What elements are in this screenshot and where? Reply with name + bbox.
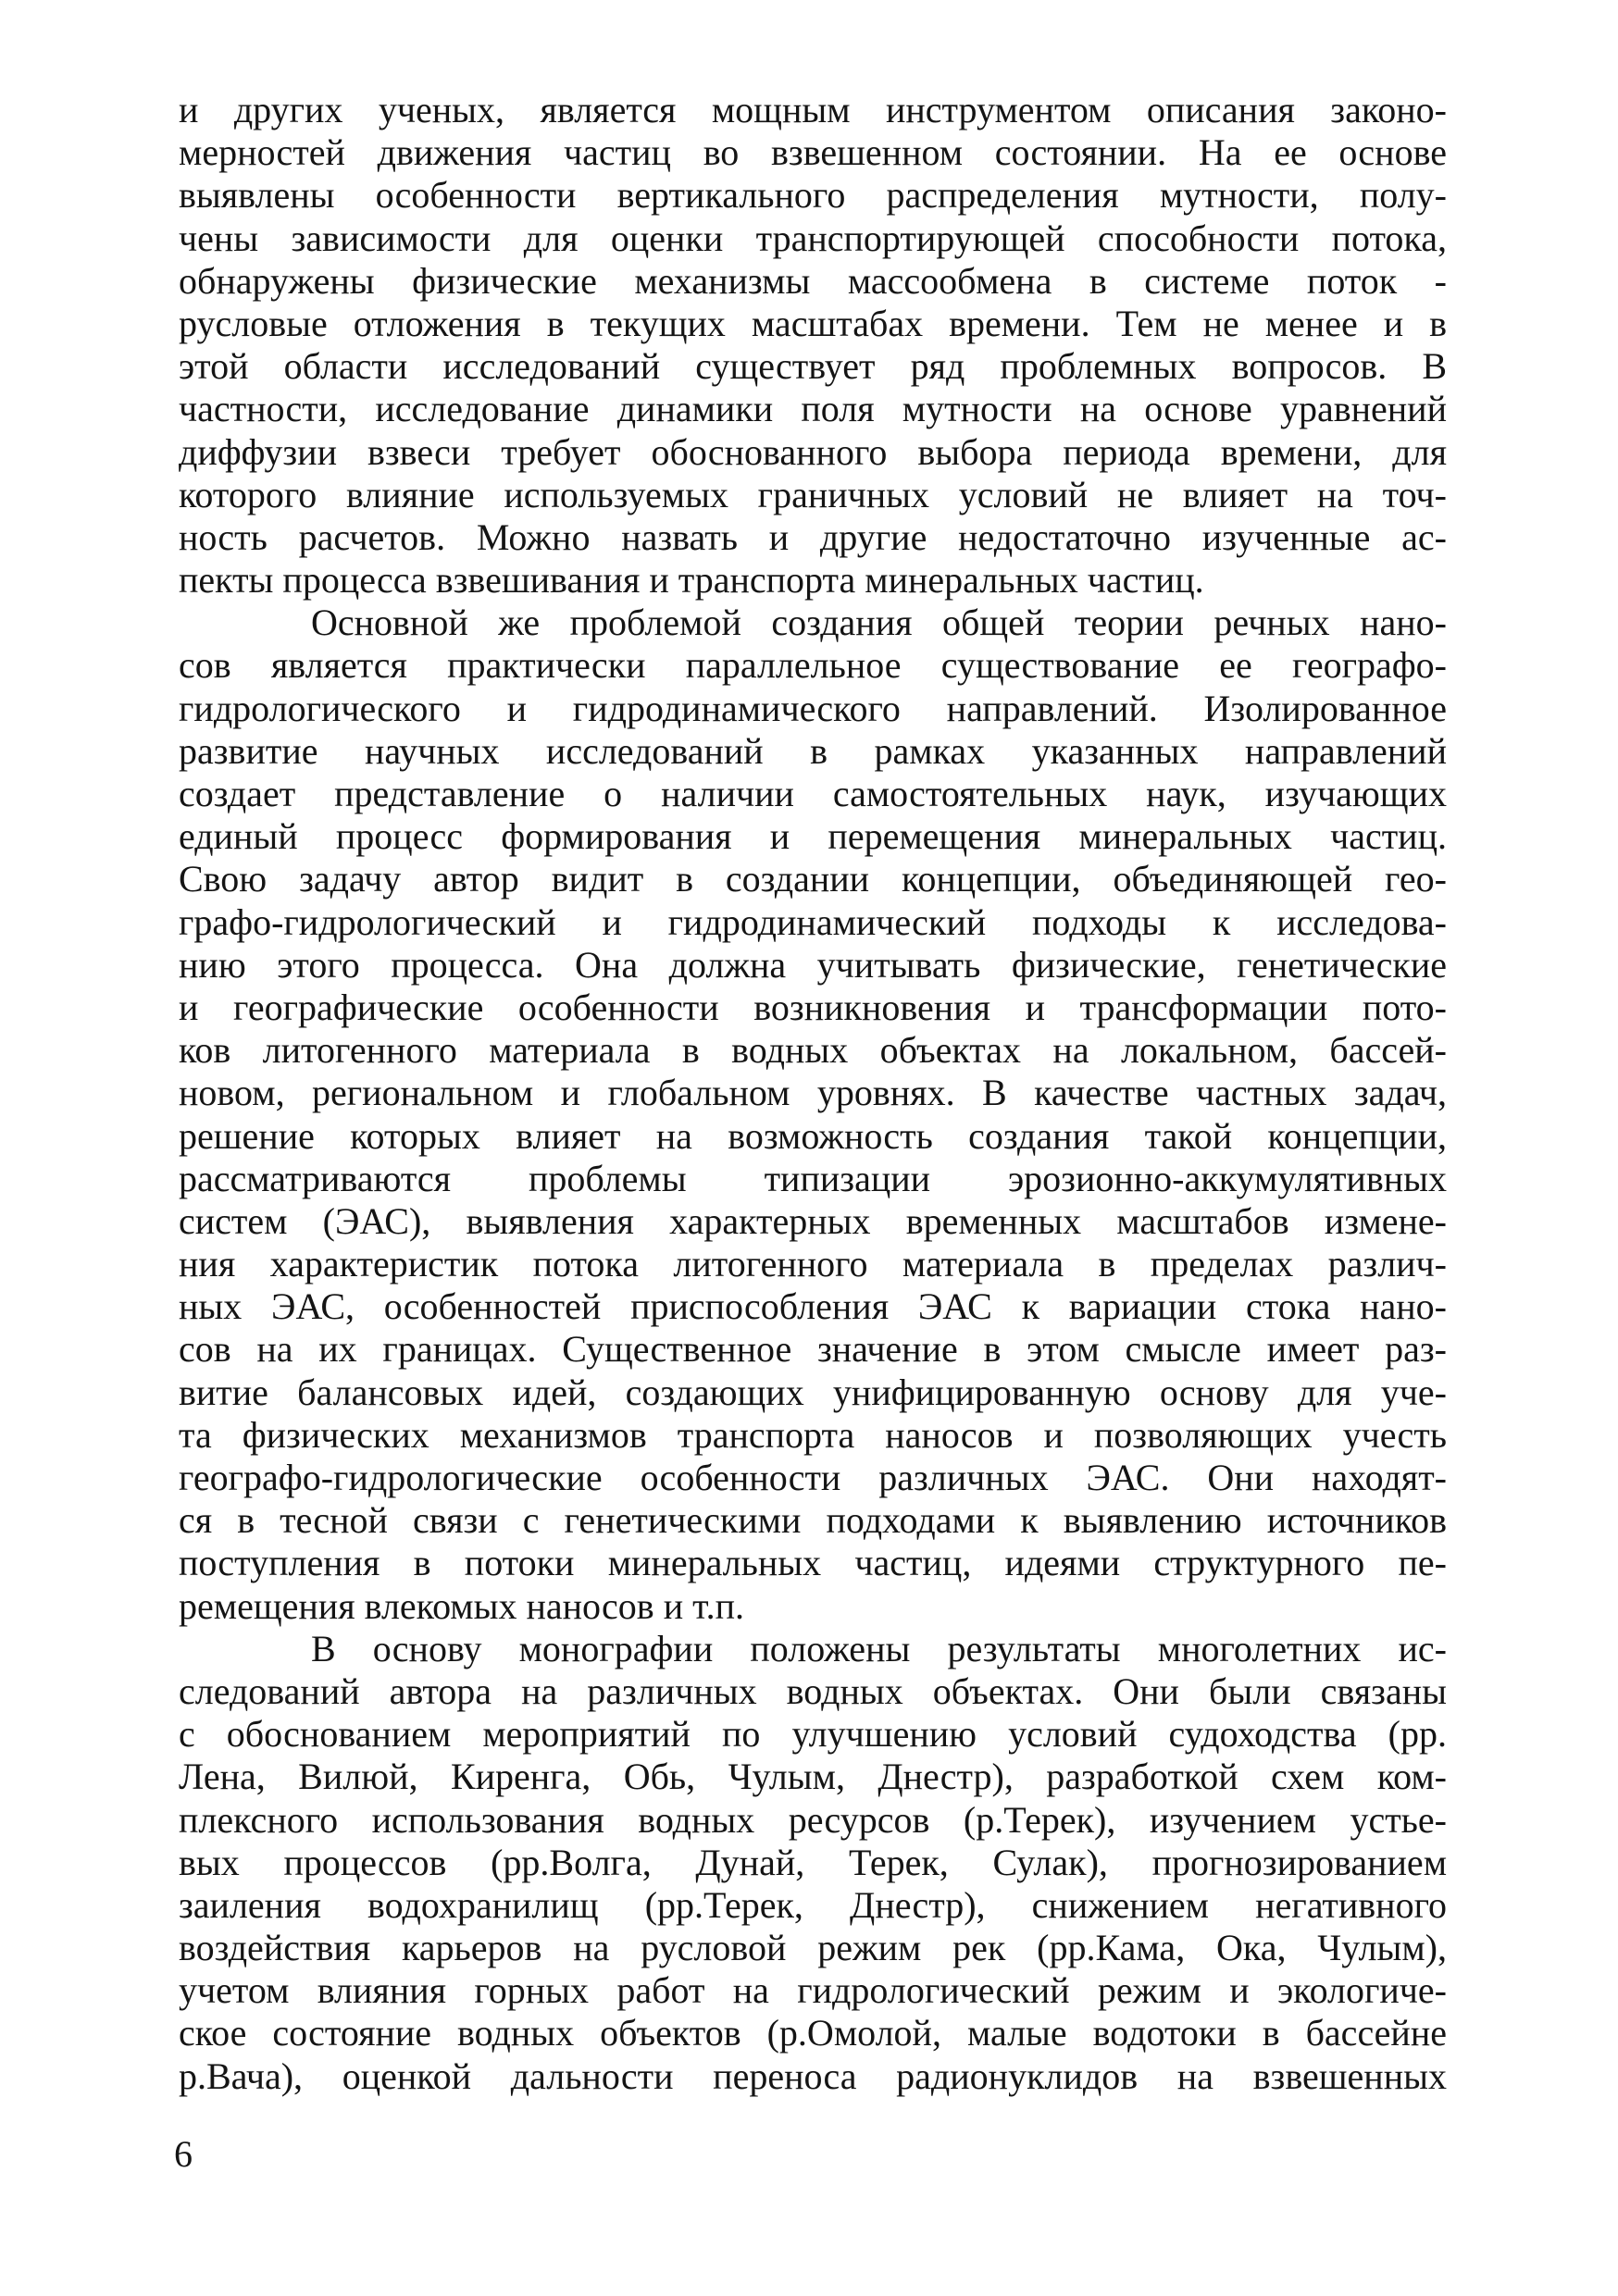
text-line: создает представление о наличии самостоятельных наук, изучающих bbox=[179, 773, 1447, 814]
text-line: воздействия карьеров на русловой режим рек (рр.Кама, Ока, Чулым), bbox=[179, 1927, 1447, 1969]
text-line: учетом влияния горных работ на гидрологический режим и экологиче- bbox=[179, 1969, 1447, 2012]
paragraph-1 bbox=[179, 89, 1447, 602]
text-line: диффузии взвеси требует обоснованного выбора периода времени, для bbox=[179, 430, 1447, 473]
text-line: сов является практически параллельное существование ее географо- bbox=[179, 644, 1447, 687]
text-line: Основной же проблемой создания общей теории речных нано- bbox=[311, 602, 1447, 644]
text-line: гидрологического и гидродинамического направлений. Изолированное bbox=[179, 687, 1447, 729]
text-line: и географические особенности возникновения и трансформации пото- bbox=[179, 986, 1447, 1028]
text-line: В основу монографии положены результаты многолетних ис- bbox=[311, 1627, 1447, 1669]
text-line: с обоснованием мероприятий по улучшению условий судоходства (рр. bbox=[179, 1713, 1447, 1756]
text-line: плексного использования водных ресурсов (р.Терек), изучением устье- bbox=[179, 1798, 1447, 1841]
text-line: Свою задачу автор видит в создании концепции, объединяющей гео- bbox=[179, 858, 1447, 900]
paragraph-3 bbox=[179, 1628, 1447, 2098]
text-line: географо-гидрологические особенности различных ЭАС. Они находят- bbox=[179, 1457, 1447, 1498]
text-line: ское состояние водных объектов (р.Омолой, малые водотоки в бассейне bbox=[179, 2012, 1447, 2054]
text-line: единый процесс формирования и перемещения минеральных частиц. bbox=[179, 815, 1447, 858]
text-line: мерностей движения частиц во взвешенном состоянии. На ее основе bbox=[179, 131, 1447, 174]
text-line: рассматриваются проблемы типизации эрозионно-аккумулятивных bbox=[179, 1157, 1447, 1199]
text-line: ремещения влекомых наносов и т.п. bbox=[179, 1584, 744, 1627]
text-line: выявлены особенности вертикального распределения мутности, полу- bbox=[179, 174, 1447, 217]
paragraph-2 bbox=[179, 602, 1447, 1628]
text-line: ность расчетов. Можно назвать и другие недостаточно изученные ас- bbox=[179, 515, 1447, 558]
text-line: сов на их границах. Существенное значение в этом смысле имеет раз- bbox=[179, 1328, 1447, 1371]
text-line: русловые отложения в текущих масштабах времени. Тем не менее и в bbox=[179, 302, 1447, 344]
text-line: обнаружены физические механизмы массообмена в системе поток - bbox=[179, 259, 1447, 302]
text-line: нию этого процесса. Она должна учитывать физические, генетические bbox=[179, 943, 1447, 986]
page-number: 6 bbox=[174, 2133, 193, 2175]
text-line: поступления в потоки минеральных частиц, идеями структурного пе- bbox=[179, 1542, 1447, 1584]
text-line: заиления водохранилищ (рр.Терек, Днестр), снижением негативного bbox=[179, 1883, 1447, 1926]
text-line: пекты процесса взвешивания и транспорта минеральных частиц. bbox=[179, 559, 1204, 602]
text-line: развитие научных исследований в рамках указанных направлений bbox=[179, 729, 1447, 772]
text-line: решение которых влияет на возможность создания такой концепции, bbox=[179, 1114, 1447, 1157]
text-line: частности, исследование динамики поля мутности на основе уравнений bbox=[179, 388, 1447, 430]
text-line: витие балансовых идей, создающих унифицированную основу для уче- bbox=[179, 1371, 1447, 1413]
text-line: вых процессов (рр.Волга, Дунай, Терек, Сулак), прогнозированием bbox=[179, 1841, 1447, 1883]
text-line: р.Вача), оценкой дальности переноса радионуклидов на взвешенных bbox=[179, 2054, 1447, 2097]
text-line: та физических механизмов транспорта наносов и позволяющих учесть bbox=[179, 1413, 1447, 1456]
text-line: ся в тесной связи с генетическими подходами к выявлению источников bbox=[179, 1499, 1447, 1542]
text-line: ния характеристик потока литогенного материала в пределах различ- bbox=[179, 1243, 1447, 1285]
body-text bbox=[179, 89, 1447, 2098]
text-line: Лена, Вилюй, Киренга, Обь, Чулым, Днестр), разработкой схем ком- bbox=[179, 1756, 1447, 1798]
text-line: этой области исследований существует ряд проблемных вопросов. В bbox=[179, 345, 1447, 388]
text-line: новом, региональном и глобальном уровнях. В качестве частных задач, bbox=[179, 1072, 1447, 1114]
text-line: следований автора на различных водных объектах. Они были связаны bbox=[179, 1669, 1447, 1712]
text-line: чены зависимости для оценки транспортирующей способности потока, bbox=[179, 217, 1447, 259]
text-line: ных ЭАС, особенностей приспособления ЭАС к вариации стока нано- bbox=[179, 1285, 1447, 1328]
text-line: систем (ЭАС), выявления характерных временных масштабов измене- bbox=[179, 1199, 1447, 1242]
text-line: и других ученых, является мощным инструментом описания законо- bbox=[179, 89, 1447, 130]
text-line: которого влияние используемых граничных условий не влияет на точ- bbox=[179, 473, 1447, 515]
text-line: графо-гидрологический и гидродинамический подходы к исследова- bbox=[179, 900, 1447, 943]
text-line: ков литогенного материала в водных объектах на локальном, бассей- bbox=[179, 1029, 1447, 1072]
